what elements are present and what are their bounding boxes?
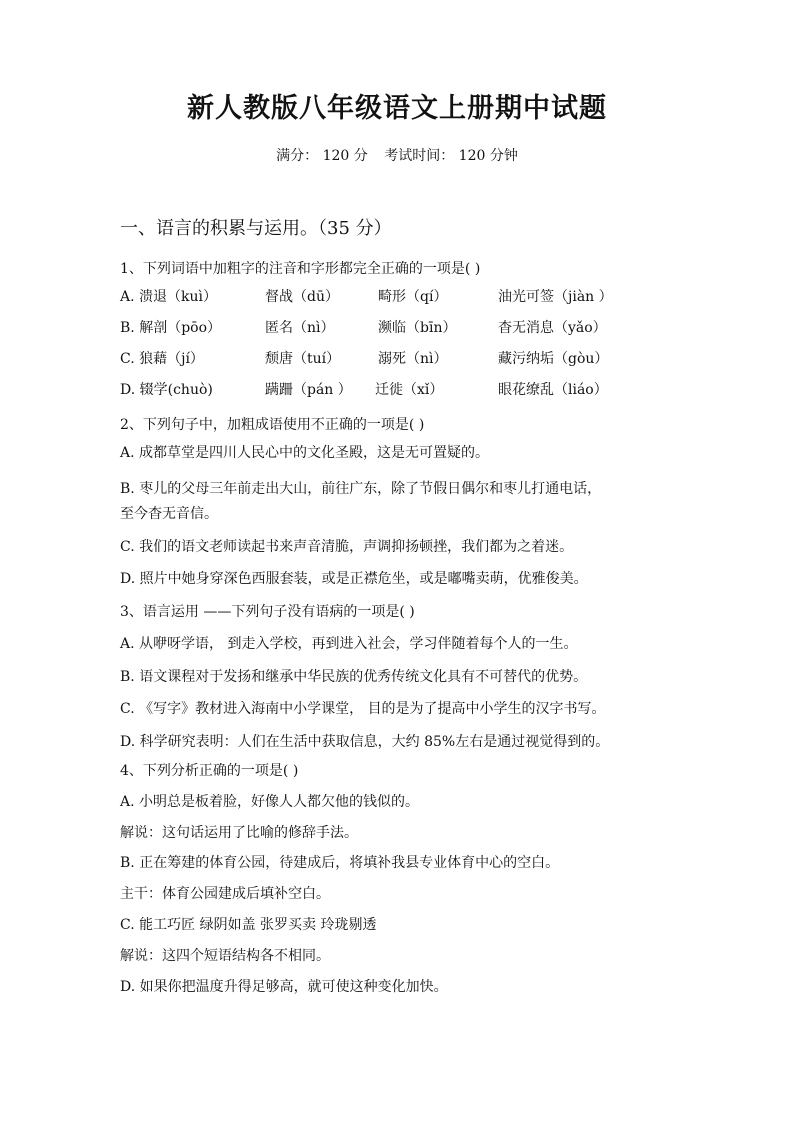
q1-a-4: 油光可签（jiàn ） [498, 289, 613, 305]
q2-option-b-line2: 至今杳无音信。 [120, 506, 218, 522]
q3-option-a: A. 从咿呀学语， 到走入学校，再到进入社会，学习伴随着每个人的一生。 [120, 636, 578, 652]
q1-b-3: 濒临（bīn） [378, 320, 457, 336]
q3-option-b: B. 语文课程对于发扬和继承中华民族的优秀传统文化具有不可替代的优势。 [120, 669, 588, 685]
exam-info [0, 145, 794, 165]
exam-time: 考试时间： 120 分钟 [384, 148, 518, 164]
q1-d-3: 迁徙（xǐ） [375, 382, 444, 398]
q3-option-c: C. 《写字》教材进入海南中小学课堂， 目的是为了提高中小学生的汉字书写。 [120, 701, 606, 717]
q2-option-c: C. 我们的语文老师读起书来声音清脆，声调抑扬顿挫，我们都为之着迷。 [120, 539, 574, 555]
q3-stem: 3、语言运用 ——下列句子没有语病的一项是( ) [120, 604, 415, 620]
q1-stem: 1、下列词语中加粗字的注音和字形都完全正确的一项是( ) [120, 261, 481, 277]
q2-option-b-line1: B. 枣儿的父母三年前走出大山，前往广东，除了节假日偶尔和枣儿打通电话， [120, 481, 602, 497]
q1-c-3: 溺死（nì） [378, 351, 448, 367]
q2-stem: 2、下列句子中，加粗成语使用不正确的一项是( ) [120, 417, 425, 433]
q1-d-4: 眼花缭乱（liáo） [498, 382, 608, 398]
q4-option-b: B. 正在筹建的体育公园，待建成后，将填补我县专业体育中心的空白。 [120, 855, 560, 871]
q1-c-1: C. 狼藉（jí） [120, 351, 204, 367]
q2-option-d: D. 照片中她身穿深色西服套装，或是正襟危坐，或是嘟嘴卖萌，优雅俊美。 [120, 571, 588, 587]
section-heading: 一、语言的积累与运用。（35 分） [120, 218, 392, 239]
page-title: 新人教版八年级语文上册期中试题 [187, 93, 607, 124]
q4-option-d: D. 如果你把温度升得足够高，就可使这种变化加快。 [120, 979, 448, 995]
q2-option-a: A. 成都草堂是四川人民心中的文化圣殿，这是无可置疑的。 [120, 445, 490, 461]
q4-option-b-note: 主干：体育公园建成后填补空白。 [120, 886, 330, 902]
q1-a-1: A. 溃退（kuì） [120, 289, 217, 305]
q1-c-2: 颓唐（tuí） [265, 351, 341, 367]
q1-a-2: 督战（dū） [265, 289, 339, 305]
q4-option-a-note: 解说：这句话运用了比喻的修辞手法。 [120, 825, 358, 841]
q1-b-4: 杳无消息（yǎo） [498, 320, 607, 336]
q1-d-2: 蹒跚（pán ） [265, 382, 352, 398]
full-score: 满分： 120 分 [276, 148, 368, 164]
q3-option-d: D. 科学研究表明：人们在生活中获取信息，大约 85%左右是通过视觉得到的。 [120, 734, 610, 750]
q1-c-4: 藏污纳垢（gòu） [498, 351, 609, 367]
q1-b-2: 匿名（nì） [265, 320, 335, 336]
q1-d-1: D. 辍学(chuò) [120, 382, 213, 398]
q4-option-c-note: 解说：这四个短语结构各不相同。 [120, 948, 330, 964]
q4-option-c: C. 能工巧匠 绿阴如盖 张罗买卖 玲珑剔透 [120, 917, 377, 933]
q4-option-a: A. 小明总是板着脸，好像人人都欠他的钱似的。 [120, 794, 420, 810]
q4-stem: 4、下列分析正确的一项是( ) [120, 763, 299, 779]
q1-a-3: 畸形（qí） [378, 289, 448, 305]
q1-b-1: B. 解剖（pōo） [120, 320, 222, 336]
